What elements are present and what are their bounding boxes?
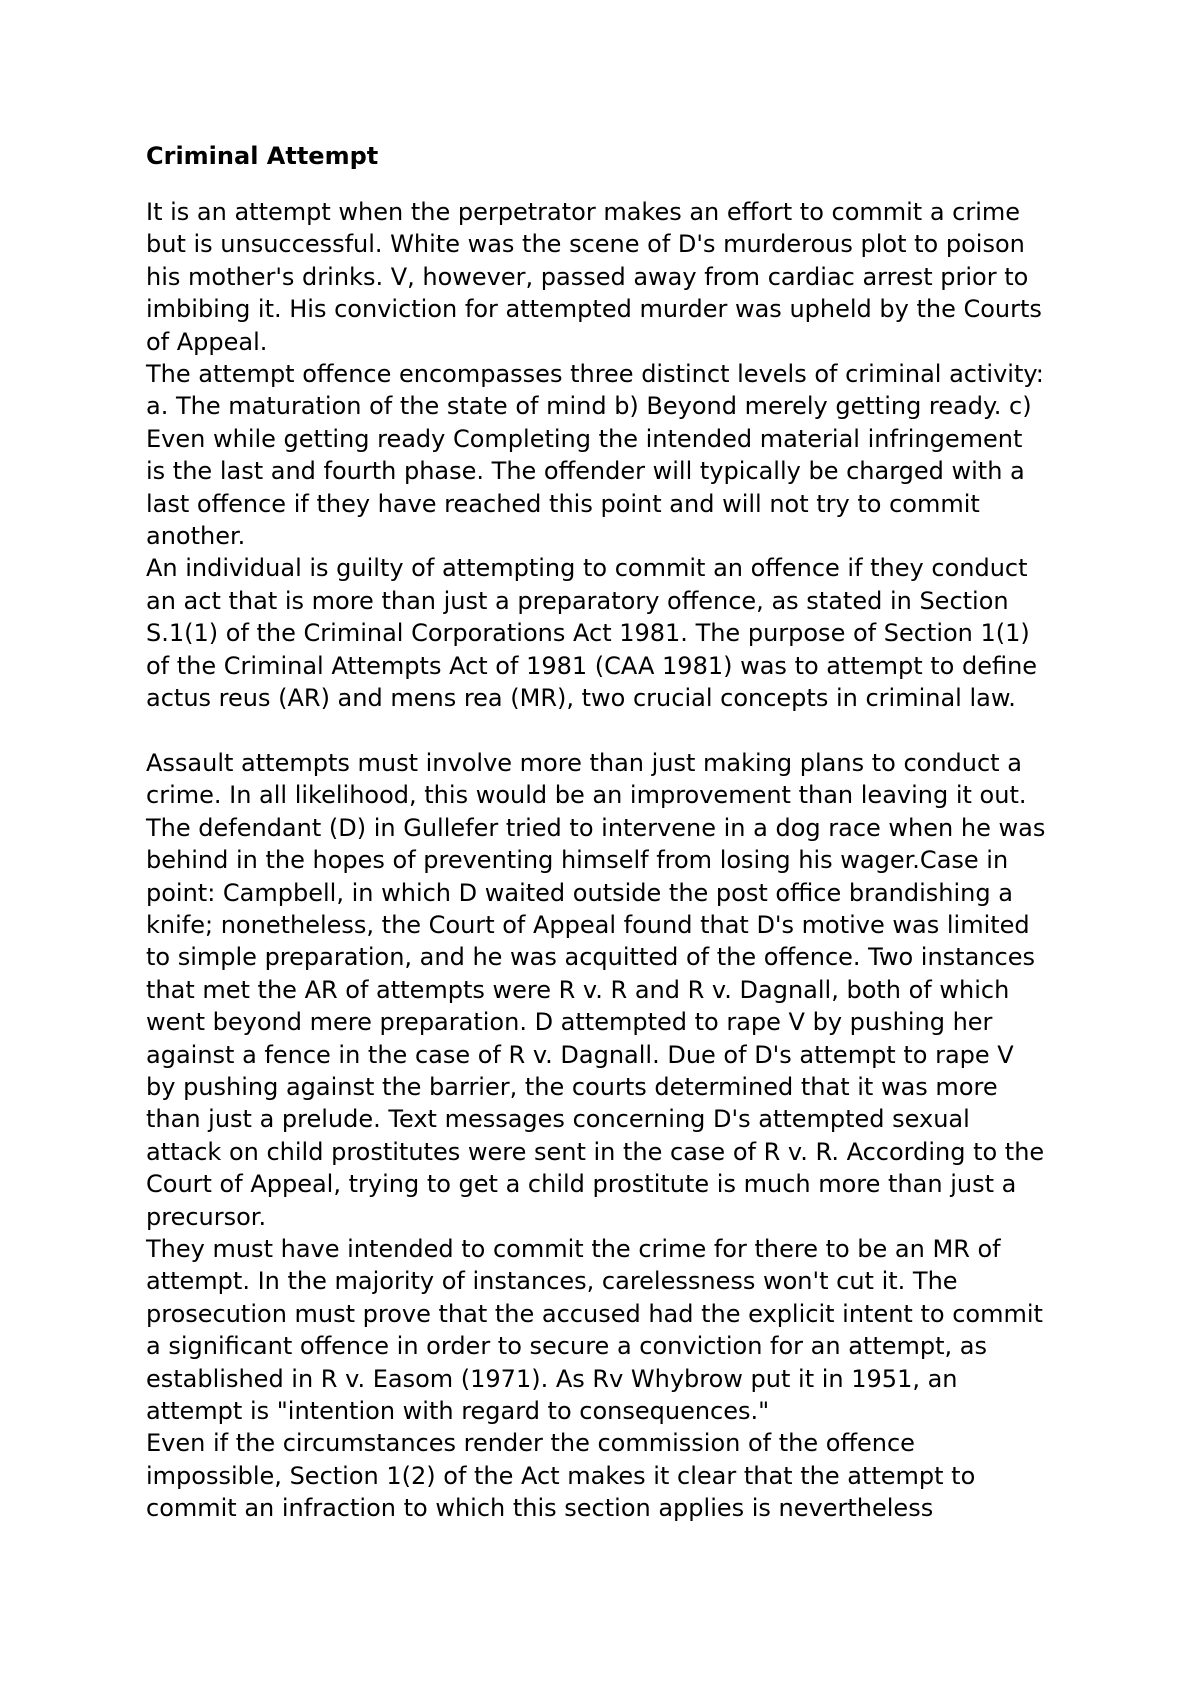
- text-line: Court of Appeal, trying to get a child prostitute is much more than just a: [146, 1170, 1017, 1199]
- text-line: prosecution must prove that the accused had the explicit intent to commit: [146, 1299, 1043, 1328]
- text-line: attempt. In the majority of instances, carelessness won't cut it. The: [146, 1267, 958, 1296]
- paragraph-5: [146, 1233, 1066, 1427]
- paragraph-6: [146, 1427, 1066, 1524]
- text-line: went beyond mere preparation. D attempted to rape V by pushing her: [146, 1008, 993, 1037]
- text-line: S.1(1) of the Criminal Corporations Act 1981. The purpose of Section 1(1): [146, 619, 1030, 648]
- text-line: Even while getting ready Completing the intended material infringement: [146, 424, 1023, 453]
- text-line: a significant offence in order to secure a conviction for an attempt, as: [146, 1332, 987, 1361]
- text-line: The attempt offence encompasses three distinct levels of criminal activity:: [146, 360, 1044, 389]
- text-line: An individual is guilty of attempting to commit an offence if they conduct: [146, 554, 1028, 583]
- text-line: that met the AR of attempts were R v. R and R v. Dagnall, both of which: [146, 975, 1010, 1004]
- text-line: to simple preparation, and he was acquitted of the offence. Two instances: [146, 943, 1035, 972]
- text-line: behind in the hopes of preventing himself from losing his wager.Case in: [146, 846, 1009, 875]
- paragraph-4: [146, 747, 1066, 1233]
- text-line: Even if the circumstances render the commission of the offence: [146, 1429, 915, 1458]
- text-line: commit an infraction to which this section applies is nevertheless: [146, 1494, 934, 1523]
- text-line: point: Campbell, in which D waited outside the post office brandishing a: [146, 878, 1013, 907]
- text-line: The defendant (D) in Gullefer tried to intervene in a dog race when he was: [146, 813, 1046, 842]
- text-line: They must have intended to commit the crime for there to be an MR of: [146, 1234, 1001, 1263]
- text-line: impossible, Section 1(2) of the Act makes it clear that the attempt to: [146, 1461, 976, 1490]
- text-line: It is an attempt when the perpetrator makes an effort to commit a crime: [146, 198, 1021, 226]
- document-title: Criminal Attempt: [146, 142, 379, 170]
- paragraph-3: [146, 552, 1066, 714]
- text-line: attack on child prostitutes were sent in the case of R v. R. According to the: [146, 1137, 1045, 1166]
- paragraph-1: [146, 196, 1066, 358]
- text-line: imbibing it. His conviction for attempted murder was upheld by the Courts: [146, 295, 1042, 324]
- text-line: of Appeal.: [146, 327, 268, 356]
- text-line: but is unsuccessful. White was the scene of D's murderous plot to poison: [146, 230, 1025, 259]
- text-line: by pushing against the barrier, the courts determined that it was more: [146, 1072, 998, 1101]
- text-line: crime. In all likelihood, this would be an improvement than leaving it out.: [146, 781, 1027, 810]
- text-line: against a fence in the case of R v. Dagnall. Due of D's attempt to rape V: [146, 1040, 1014, 1069]
- text-line: is the last and fourth phase. The offender will typically be charged with a: [146, 457, 1025, 486]
- text-line: an act that is more than just a preparatory offence, as stated in Section: [146, 586, 1009, 615]
- text-line: precursor.: [146, 1202, 267, 1231]
- text-line: knife; nonetheless, the Court of Appeal found that D's motive was limited: [146, 910, 1030, 939]
- text-line: his mother's drinks. V, however, passed away from cardiac arrest prior to: [146, 262, 1029, 291]
- text-line: Assault attempts must involve more than just making plans to conduct a: [146, 748, 1022, 777]
- paragraph-spacer: [146, 715, 1066, 747]
- text-line: a. The maturation of the state of mind b) Beyond merely getting ready. c): [146, 392, 1032, 421]
- text-line: last offence if they have reached this point and will not try to commit: [146, 489, 980, 518]
- paragraph-2: [146, 358, 1066, 552]
- text-line: another.: [146, 522, 246, 551]
- text-line: established in R v. Easom (1971). As Rv Whybrow put it in 1951, an: [146, 1364, 958, 1393]
- text-line: than just a prelude. Text messages concerning D's attempted sexual: [146, 1105, 970, 1134]
- text-line: attempt is "intention with regard to consequences.": [146, 1397, 770, 1426]
- text-line: actus reus (AR) and mens rea (MR), two crucial concepts in criminal law.: [146, 684, 1016, 713]
- document-body: [146, 140, 1066, 1525]
- text-line: of the Criminal Attempts Act of 1981 (CAA 1981) was to attempt to define: [146, 651, 1038, 680]
